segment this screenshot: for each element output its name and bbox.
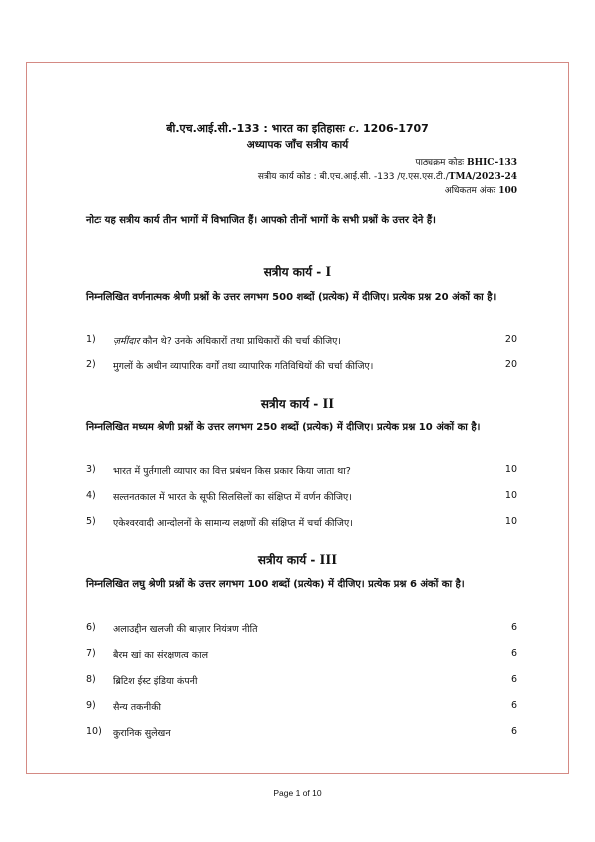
- question-italic-term: ज़मींदार: [113, 336, 140, 347]
- section-roman-numeral: I: [325, 264, 332, 280]
- question-text-rest: कौन थे? उनके अधिकारों तथा प्राधिकारों की चर्चा कीजिए।: [139, 336, 341, 347]
- question-row: [86, 464, 517, 478]
- note-paragraph: नोटः यह सत्रीय कार्य तीन भागों में विभाजित हैं। आपको तीनों भागों के सभी प्रश्नों के उत्तर देने हैं।: [86, 215, 436, 226]
- question-row: [86, 700, 517, 714]
- question-marks: 6: [510, 700, 517, 711]
- question-marks: 6: [510, 674, 517, 685]
- question-row: [86, 359, 517, 373]
- assignment-code-suffix: TMA/2023-24: [448, 172, 517, 182]
- question-number: 6): [86, 622, 96, 633]
- title-circa: c.: [348, 122, 360, 135]
- question-text: भारत में पुर्तगाली व्यापार का वित्त प्रबंधन किस प्रकार किया जाता था?: [113, 466, 351, 477]
- question-marks: 10: [504, 464, 517, 475]
- question-number: 4): [86, 490, 96, 501]
- document-title: [0, 121, 595, 136]
- question-text: सैन्य तकनीकी: [113, 702, 161, 713]
- max-marks-label: अधिकतम अंकः: [444, 186, 496, 196]
- title-prefix: बी.एच.आई.सी.-133 : भारत का इतिहासः: [166, 122, 345, 135]
- question-text: कुरानिक सुलेखन: [113, 728, 171, 739]
- question-marks: 10: [504, 516, 517, 527]
- question-text: अलाउद्दीन खलजी की बाज़ार नियंत्रण नीति: [113, 624, 258, 635]
- question-row: [86, 674, 517, 688]
- question-number: 3): [86, 464, 96, 475]
- section-heading-1: [0, 263, 595, 281]
- section-heading-text: सत्रीय कार्य -: [257, 553, 316, 567]
- question-marks: 6: [510, 648, 517, 659]
- section-heading-3: [0, 551, 595, 569]
- assignment-code-line: [258, 169, 517, 182]
- section-3-instruction: निम्नलिखित लघु श्रेणी प्रश्नों के उत्तर लगभग 100 शब्दों (प्रत्येक) में दीजिए। प्रत्येक प्रश्न 6 अंकों का है।: [86, 579, 465, 590]
- question-text: एकेश्वरवादी आन्दोलनों के सामान्य लक्षणों की संक्षिप्त में चर्चा कीजिए।: [113, 518, 353, 529]
- question-row: [86, 622, 517, 636]
- question-text: [113, 334, 341, 347]
- max-marks-line: [445, 183, 517, 196]
- question-number: 10): [86, 726, 102, 737]
- question-number: 2): [86, 359, 96, 370]
- question-text: बैरम खां का संरक्षणत्व काल: [113, 650, 209, 661]
- title-years: 1206-1707: [363, 122, 429, 135]
- section-heading-text: सत्रीय कार्य -: [263, 265, 322, 279]
- question-number: 5): [86, 516, 96, 527]
- max-marks: 100: [498, 186, 517, 196]
- course-code: BHIC-133: [466, 158, 517, 168]
- question-row: [86, 516, 517, 530]
- question-row: [86, 334, 517, 348]
- section-heading-text: सत्रीय कार्य -: [260, 397, 319, 411]
- section-heading-2: [0, 395, 595, 413]
- question-text: ब्रिटिश ईस्ट इंडिया कंपनी: [113, 676, 198, 687]
- question-number: 8): [86, 674, 96, 685]
- question-text: सल्तनतकाल में भारत के सूफी सिलसिलों का संक्षिप्त में वर्णन कीजिए।: [113, 492, 352, 503]
- course-code-label: पाठ्यक्रम कोडः: [415, 158, 465, 168]
- section-roman-numeral: II: [322, 396, 335, 412]
- section-1-instruction: निम्नलिखित वर्णनात्मक श्रेणी प्रश्नों के उत्तर लगभग 500 शब्दों (प्रत्येक) में दीजिए। प्रत्येक प्रश्न 20 अंकों का है।: [86, 292, 497, 303]
- section-roman-numeral: III: [319, 552, 338, 568]
- question-marks: 20: [504, 359, 517, 370]
- question-row: [86, 726, 517, 740]
- question-row: [86, 648, 517, 662]
- question-number: 7): [86, 648, 96, 659]
- question-marks: 20: [504, 334, 517, 345]
- section-2-instruction: निम्नलिखित मध्यम श्रेणी प्रश्नों के उत्तर लगभग 250 शब्दों (प्रत्येक) में दीजिए। प्रत्येक प्रश्न 10 अंकों का है।: [86, 422, 481, 433]
- question-number: 9): [86, 700, 96, 711]
- document-subtitle: अध्यापक जाँच सत्रीय कार्य: [246, 139, 349, 151]
- course-code-line: [415, 155, 517, 168]
- question-marks: 6: [510, 622, 517, 633]
- page-number-footer: Page 1 of 10: [273, 788, 322, 798]
- question-marks: 10: [504, 490, 517, 501]
- question-number: 1): [86, 334, 96, 345]
- question-text: मुगलों के अधीन व्यापारिक वर्गों तथा व्यापारिक गतिविधियों की चर्चा कीजिए।: [113, 361, 374, 372]
- question-row: [86, 490, 517, 504]
- assignment-code-label: सत्रीय कार्य कोड : बी.एच.आई.सी. -133 /ए.एस.एस.टी./: [257, 172, 449, 182]
- question-marks: 6: [510, 726, 517, 737]
